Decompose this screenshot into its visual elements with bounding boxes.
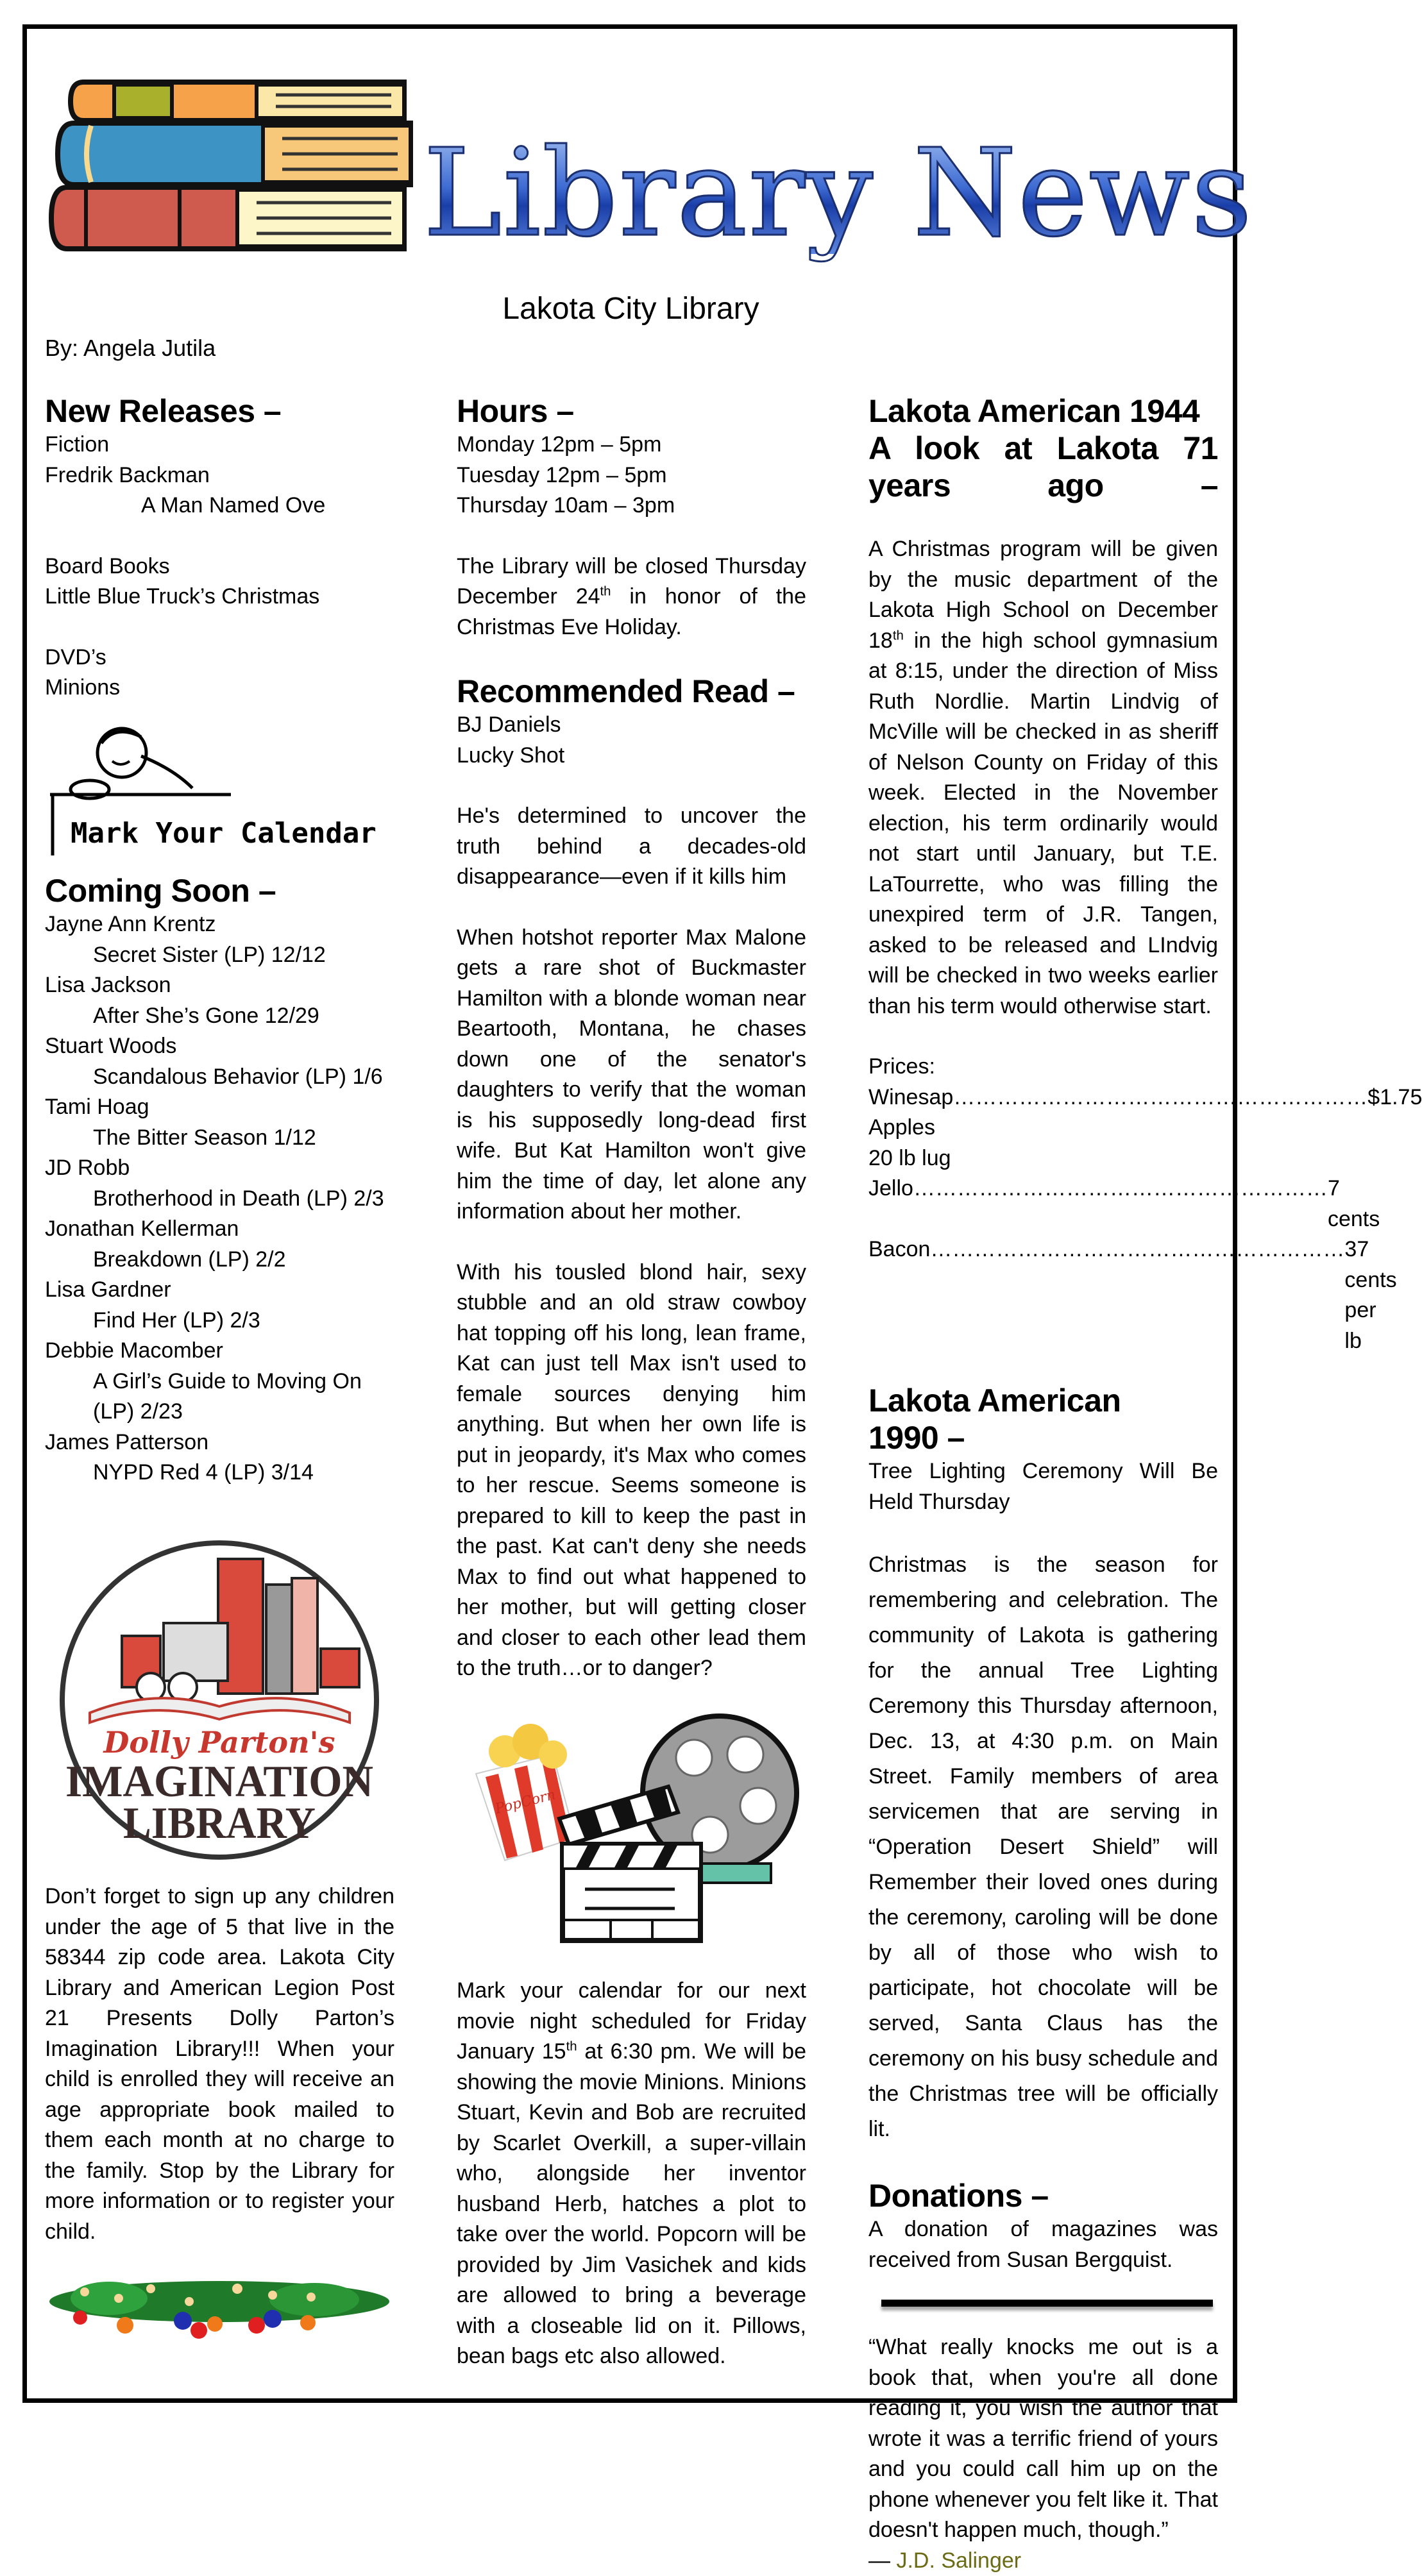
coming-soon-list bbox=[45, 909, 394, 1488]
coming-soon-title: Find Her (LP) 2/3 bbox=[45, 1306, 394, 1336]
hours-line: Monday 12pm – 5pm bbox=[457, 430, 806, 460]
price-item: Jello bbox=[868, 1174, 913, 1234]
movie-night-clipart bbox=[457, 1697, 806, 1947]
popcorn-label: PopCorn bbox=[493, 1787, 557, 1817]
category-label: Board Books bbox=[45, 551, 394, 582]
hours-line: Thursday 10am – 3pm bbox=[457, 491, 806, 521]
holiday-closure-notice: The Library will be closed Thursday December 24th in honor of the Christmas Eve Holiday. bbox=[457, 551, 806, 643]
author-name: Fredrik Backman bbox=[45, 460, 394, 491]
middle-column bbox=[457, 392, 806, 2372]
coming-soon-author: Debbie Macomber bbox=[45, 1336, 394, 1367]
history-1990-article: Christmas is the season for remembering and celebration. The community of Lakota is gathering for the annual Tree Lighting Ceremony this Thursday afternoon, Dec. 13, at 4:30 p.m. on Main Street. Family members of area servicemen that are serving in “Operation Desert Shield” will Remember their loved ones during the ceremony, caroling will be done by all of those who wish to participate, hot chocolate will be served, Santa Claus has the ceremony on his busy schedule and the Christmas tree will be officially lit. bbox=[868, 1547, 1218, 2147]
coming-soon-author: Lisa Jackson bbox=[45, 970, 394, 1001]
coming-soon-title: Secret Sister (LP) 12/12 bbox=[45, 940, 394, 971]
price-row bbox=[868, 1174, 1218, 1234]
price-leader: ………………………………………………… bbox=[953, 1082, 1367, 1174]
prices-label: Prices: bbox=[868, 1052, 1218, 1082]
history-1990-heading: Lakota American 1990 – bbox=[868, 1382, 1218, 1456]
recommended-tagline: He's determined to uncover the truth behind a decades-old disappearance—even if it kills him bbox=[457, 801, 806, 893]
recommended-title: Lucky Shot bbox=[457, 741, 806, 771]
recommended-synopsis: With his tousled blond hair, sexy stubble and an old straw cowboy hat topping off his long, lean frame, Kat can just tell Max isn't used to female sources denying him anything. But when her own life is put in jeopardy, it's Max who comes to her rescue. Seems someone is prepared to kill to keep the past in the past. Kat can't deny she needs Max to find out what happened to her mother, but will getting closer and closer to each other lead them to the truth…or to danger? bbox=[457, 1258, 806, 1684]
coming-soon-title: Scandalous Behavior (LP) 1/6 bbox=[45, 1062, 394, 1093]
price-item: Winesap Apples 20 lb lug bbox=[868, 1082, 953, 1174]
recommended-read-heading: Recommended Read – bbox=[457, 673, 806, 710]
donations-heading: Donations – bbox=[868, 2177, 1218, 2214]
byline: By: Angela Jutila bbox=[45, 335, 216, 362]
section-divider bbox=[881, 2300, 1213, 2307]
quote-author: J.D. Salinger bbox=[896, 2548, 1021, 2573]
recommended-author: BJ Daniels bbox=[457, 710, 806, 741]
library-name: Lakota City Library bbox=[0, 292, 1262, 326]
quote-text: “What really knocks me out is a book that, when you're all done reading it, you wish the author that wrote it was a terrific friend of yours and you could call him up on the phone whenever you felt like it. That doesn't happen much, though.” bbox=[868, 2332, 1218, 2546]
coming-soon-author: Lisa Gardner bbox=[45, 1275, 394, 1306]
coming-soon-title: NYPD Red 4 (LP) 3/14 bbox=[45, 1458, 394, 1488]
book-title: Little Blue Truck’s Christmas bbox=[45, 582, 394, 612]
coming-soon-author: Stuart Woods bbox=[45, 1031, 394, 1062]
dvd-title: Minions bbox=[45, 673, 394, 703]
price-value: $1.75 bbox=[1367, 1082, 1422, 1174]
coming-soon-title: After She’s Gone 12/29 bbox=[45, 1001, 394, 1032]
history-1944-heading: Lakota American 1944 A look at Lakota 71 years ago – bbox=[868, 392, 1218, 504]
logo-library-text: LIBRARY bbox=[123, 1799, 316, 1848]
book-title: A Man Named Ove bbox=[45, 491, 394, 521]
category-label: DVD’s bbox=[45, 643, 394, 673]
left-column bbox=[45, 392, 394, 2352]
price-leader: ………………………………………………… bbox=[913, 1174, 1328, 1234]
hours-heading: Hours – bbox=[457, 392, 806, 430]
coming-soon-title: Brotherhood in Death (LP) 2/3 bbox=[45, 1184, 394, 1215]
hours-line: Tuesday 12pm – 5pm bbox=[457, 460, 806, 491]
coming-soon-heading: Coming Soon – bbox=[45, 872, 394, 909]
price-item: Bacon bbox=[868, 1234, 930, 1356]
price-leader: ………………………………………………… bbox=[930, 1234, 1344, 1356]
history-1990-subhead: Tree Lighting Ceremony Will Be Held Thursday bbox=[868, 1456, 1218, 1517]
mark-your-calendar-text: Mark Your Calendar bbox=[71, 817, 377, 850]
prices-list bbox=[868, 1082, 1218, 1357]
new-releases-heading: New Releases – bbox=[45, 392, 394, 430]
price-value: 7 cents bbox=[1328, 1174, 1380, 1234]
coming-soon-title: A Girl’s Guide to Moving On (LP) 2/23 bbox=[45, 1367, 394, 1427]
coming-soon-author: Jonathan Kellerman bbox=[45, 1214, 394, 1245]
imagination-library-logo bbox=[45, 1514, 394, 1860]
logo-script-text: Dolly Parton's bbox=[102, 1725, 335, 1760]
price-row bbox=[868, 1234, 1218, 1356]
logo-imagination-text: IMAGINATION bbox=[65, 1757, 373, 1806]
coming-soon-author: Jayne Ann Krentz bbox=[45, 909, 394, 940]
coming-soon-author: JD Robb bbox=[45, 1153, 394, 1184]
quote-attribution: ― J.D. Salinger bbox=[868, 2546, 1218, 2576]
coming-soon-author: James Patterson bbox=[45, 1427, 394, 1458]
movie-night-text: Mark your calendar for our next movie night scheduled for Friday January 15th at 6:30 pm. We will be showing the movie Minions. Minions Stuart, Kevin and Bob are recruited by Scarlet Overkill, a super-villain who, alongside her inventor husband Herb, hatches a plot to take over the world. Popcorn will be provided by Jim Vasichek and kids are allowed to bring a beverage with a closeable lid on it. Pillows, bean bags etc also allowed. bbox=[457, 1976, 806, 2372]
newsletter-title: Library News bbox=[423, 133, 1253, 254]
price-row bbox=[868, 1082, 1218, 1174]
new-releases-list bbox=[45, 430, 394, 703]
masthead bbox=[45, 58, 1206, 269]
donations-text: A donation of magazines was received from Susan Bergquist. bbox=[868, 2214, 1218, 2275]
imagination-library-text: Don’t forget to sign up any children under the age of 5 that live in the 58344 zip code area. Lakota City Library and American Legion Post 21 Presents Dolly Parton’s Imagination Library!!! When your child is enrolled they will receive an age appropriate book mailed to them each month at no charge to the family. Stop by the Library for more information or to register your child. bbox=[45, 1881, 394, 2247]
christmas-garland-clipart bbox=[45, 2266, 394, 2343]
price-value: 37 cents per lb bbox=[1344, 1234, 1396, 1356]
book-stack-icon bbox=[45, 58, 430, 263]
history-1944-article: A Christmas program will be given by the music department of the Lakota High School on December 18th in the high school gymnasium at 8:15, under the direction of Miss Ruth Nordlie. Martin Lindvig of McVille will be checked in as sheriff of Nelson County on Friday of this week. Elected in the November election, his term ordinarily would not start until January, but T.E. LaTourrette, who was filling the unexpired term of J.R. Tangen, asked to be released and LIndvig will be checked in two weeks earlier than his term would otherwise start. bbox=[868, 534, 1218, 1022]
coming-soon-title: Breakdown (LP) 2/2 bbox=[45, 1245, 394, 1275]
recommended-synopsis: When hotshot reporter Max Malone gets a rare shot of Buckmaster Hamilton with a blonde woman near Beartooth, Montana, he chases down one of the senator's daughters to verify that the woman is his supposedly long-dead first wife. But Kat Hamilton won't give him the time of day, let alone any information about her mother. bbox=[457, 923, 806, 1227]
mark-your-calendar-clipart bbox=[45, 718, 394, 859]
coming-soon-title: The Bitter Season 1/12 bbox=[45, 1123, 394, 1154]
category-label: Fiction bbox=[45, 430, 394, 460]
coming-soon-author: Tami Hoag bbox=[45, 1092, 394, 1123]
right-column bbox=[868, 392, 1218, 2576]
